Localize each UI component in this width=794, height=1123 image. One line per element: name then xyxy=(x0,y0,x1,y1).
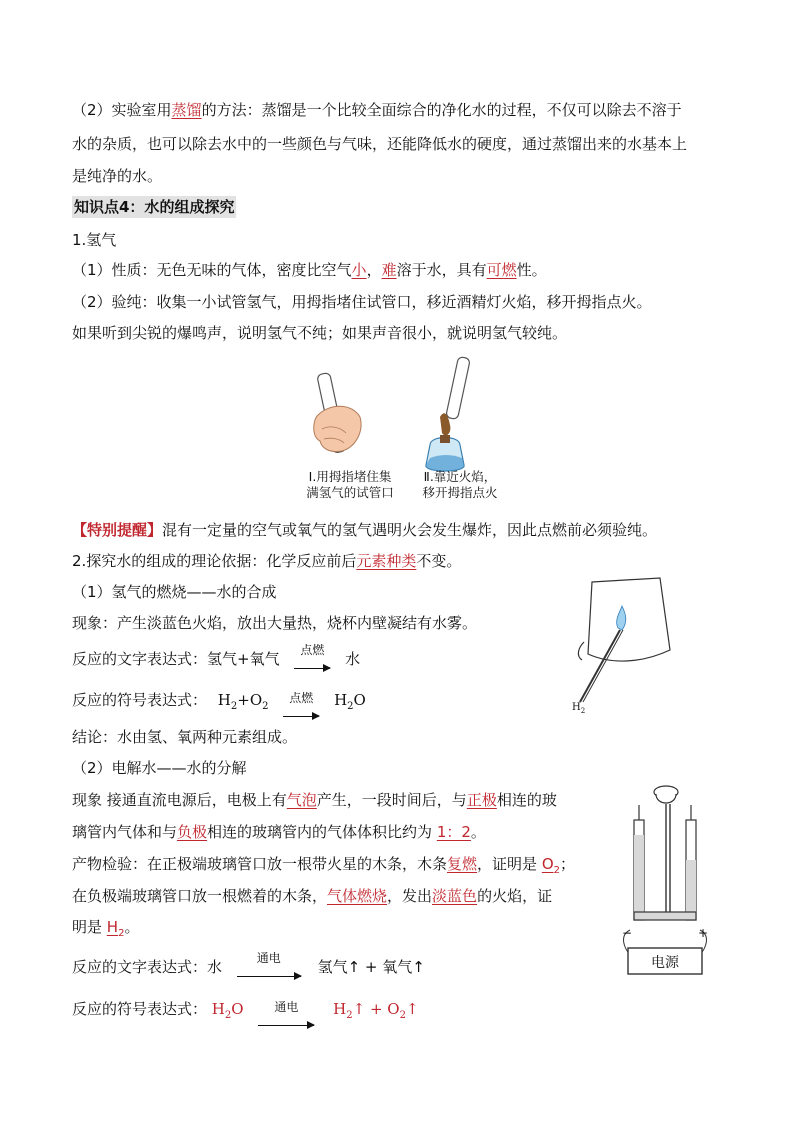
electrolysis-line-2: 璃管内气体和与负极相连的玻璃管内的气体体积比约为 1：2。 xyxy=(72,823,486,841)
electrolysis-symbol-equation: 反应的符号表达式： $H_2O$ 通电 $H_2↑$ + $O_2↑$ xyxy=(72,999,419,1026)
theory-line: 2.探究水的组成的理论依据：化学反应前后元素种类不变。 xyxy=(72,552,462,570)
combustion-heading: （1）氢气的燃烧——水的合成 xyxy=(72,583,277,601)
fig-caption-2: Ⅱ.靠近火焰， 移开拇指点火 xyxy=(422,469,498,500)
term-hard: 难 xyxy=(381,261,397,279)
term-gas-burns: 气体燃烧 xyxy=(327,887,388,905)
term-flammable: 可燃 xyxy=(486,261,517,279)
power-source-label: 电源 xyxy=(651,955,679,971)
tip-label: 【特别提醒】 xyxy=(72,521,163,539)
electrify-arrow-2: 通电 xyxy=(258,1014,314,1026)
distill-line-2: 水的杂质，也可以除去水中的一些颜色与气味，还能降低水的硬度，通过蒸馏出来的水基本上 xyxy=(72,135,688,153)
hydrogen-test-figure xyxy=(290,355,510,505)
electrolysis-line-1: 现象 接通直流电源后，电极上有气泡产生，一段时间后，与正极相连的玻 xyxy=(72,791,557,809)
electrolysis-heading: （2）电解水——水的分解 xyxy=(72,759,247,777)
electrolysis-line-4: 在负极端玻璃管口放一根燃着的木条，气体燃烧，发出淡蓝色的火焰，证 xyxy=(72,887,553,905)
distill-line-3: 是纯净的水。 xyxy=(72,167,163,185)
term-positive: 正极 xyxy=(466,791,497,809)
term-oxygen: $O_2$ xyxy=(541,855,560,876)
electrolysis-line-3: 产物检验：在正极端玻璃管口放一根带火星的木条，木条复燃，证明是 $O_2$； xyxy=(72,855,576,876)
knowledge-point-heading: 知识点4：水的组成探究 xyxy=(74,198,235,216)
term-element-types: 元素种类 xyxy=(356,552,417,570)
h2-label: $H_2$ xyxy=(572,702,586,715)
ignite-arrow-2: 点燃 xyxy=(283,705,319,717)
term-small: 小 xyxy=(351,261,367,279)
fig-caption-1: Ⅰ.用拇指堵住集 满氢气的试管口 xyxy=(306,469,394,500)
term-rekindle: 复燃 xyxy=(447,855,478,873)
beaker-flame-illustration xyxy=(560,572,690,722)
term-bubbles: 气泡 xyxy=(286,791,317,809)
electrolysis-word-equation: 反应的文字表达式：水 通电 氢气↑ + 氧气↑ xyxy=(72,951,425,976)
term-light-blue: 淡蓝色 xyxy=(432,887,478,905)
plus-sign: + xyxy=(698,926,709,940)
special-tip: 【特别提醒】混有一定量的空气或氧气的氢气遇明火会发生爆炸，因此点燃前必须验纯。 xyxy=(72,521,658,539)
electrolysis-line-5: 明是 $H_2$。 xyxy=(72,918,140,939)
hydrogen-heading: 1.氢气 xyxy=(72,231,117,249)
hydrogen-test-1: （2）验纯：收集一小试管氢气，用拇指堵住试管口，移近酒精灯火焰，移开拇指点火。 xyxy=(72,293,652,311)
combustion-figure xyxy=(560,572,690,722)
hydrogen-test-2: 如果听到尖锐的爆鸣声，说明氢气不纯；如果声音很小，就说明氢气较纯。 xyxy=(72,324,568,342)
electrolysis-apparatus-illustration xyxy=(608,780,718,980)
term-ratio: 1：2 xyxy=(436,823,471,841)
electrolysis-figure xyxy=(608,780,718,980)
combustion-word-equation: 反应的文字表达式：氢气+氧气 点燃 水 xyxy=(72,643,361,668)
combustion-symbol-equation: 反应的符号表达式： $H_2+O_2$ 点燃 $H_2O$ xyxy=(72,690,366,717)
ignite-arrow: 点燃 xyxy=(294,657,330,669)
minus-sign: − xyxy=(622,926,633,940)
term-hydrogen: $H_2$ xyxy=(106,918,125,939)
distill-line-1: （2）实验室用蒸馏的方法：蒸馏是一个比较全面综合的净化水的过程，不仅可以除去不溶于 xyxy=(72,101,682,119)
term-negative: 负极 xyxy=(177,823,208,841)
combustion-phenomenon: 现象：产生淡蓝色火焰，放出大量热，烧杯内壁凝结有水雾。 xyxy=(72,614,478,632)
hydrogen-properties: （1）性质：无色无味的气体，密度比空气小，难溶于水，具有可燃性。 xyxy=(72,261,547,279)
term-distillation: 蒸馏 xyxy=(171,101,202,119)
combustion-conclusion: 结论：水由氢、氧两种元素组成。 xyxy=(72,728,298,746)
electrify-arrow: 通电 xyxy=(237,965,301,977)
